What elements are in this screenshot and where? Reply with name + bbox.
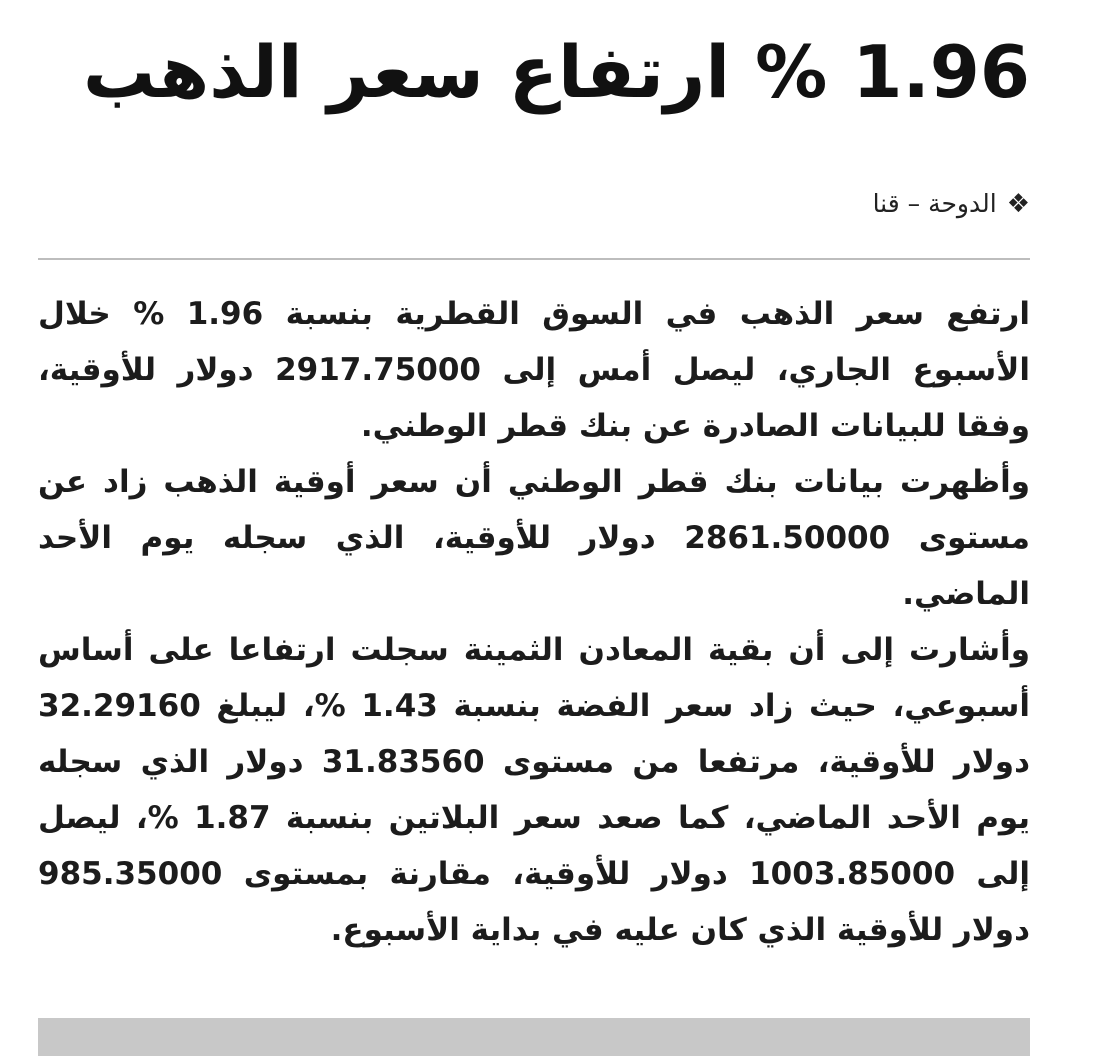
news-article [38, 0, 1030, 1056]
body-paragraph: وأشارت إلى أن بقية المعادن الثمينة سجلت ارتفاعا على أساس أسبوعي، حيث زاد سعر الفضة بنسبة 1.43 %، ليبلغ 32.29160 دولار للأوقية، مرتفعا من مستوى 31.83560 دولار الذي سجله يوم الأحد الماضي، كما صعد سعر البلاتين بنسبة 1.87 %، ليصل إلى 1003.85000 دولار للأوقية، مقارنة بمستوى 985.35000 دولار للأوقية الذي كان عليه في بداية الأسبوع. [38, 632, 1031, 948]
article-byline [873, 184, 1030, 224]
byline-dateline: الدوحة – قنا [872, 189, 997, 218]
footer-gray-bar [38, 1018, 1030, 1056]
body-paragraph: وأظهرت بيانات بنك قطر الوطني أن سعر أوقية الذهب زاد عن مستوى 2861.50000 دولار للأوقية، الذي سجله يوم الأحد الماضي. [38, 464, 1030, 612]
header-divider [38, 258, 1030, 260]
diamond-bullet-icon: ❖ [1006, 189, 1030, 219]
article-headline: 1.96 % ارتفاع سعر الذهب [83, 30, 1030, 114]
article-body [38, 286, 1030, 958]
body-paragraph: ارتفع سعر الذهب في السوق القطرية بنسبة 1.96 % خلال الأسبوع الجاري، ليصل أمس إلى 2917.75000 دولار للأوقية، وفقا للبيانات الصادرة عن بنك قطر الوطني. [38, 296, 1030, 444]
